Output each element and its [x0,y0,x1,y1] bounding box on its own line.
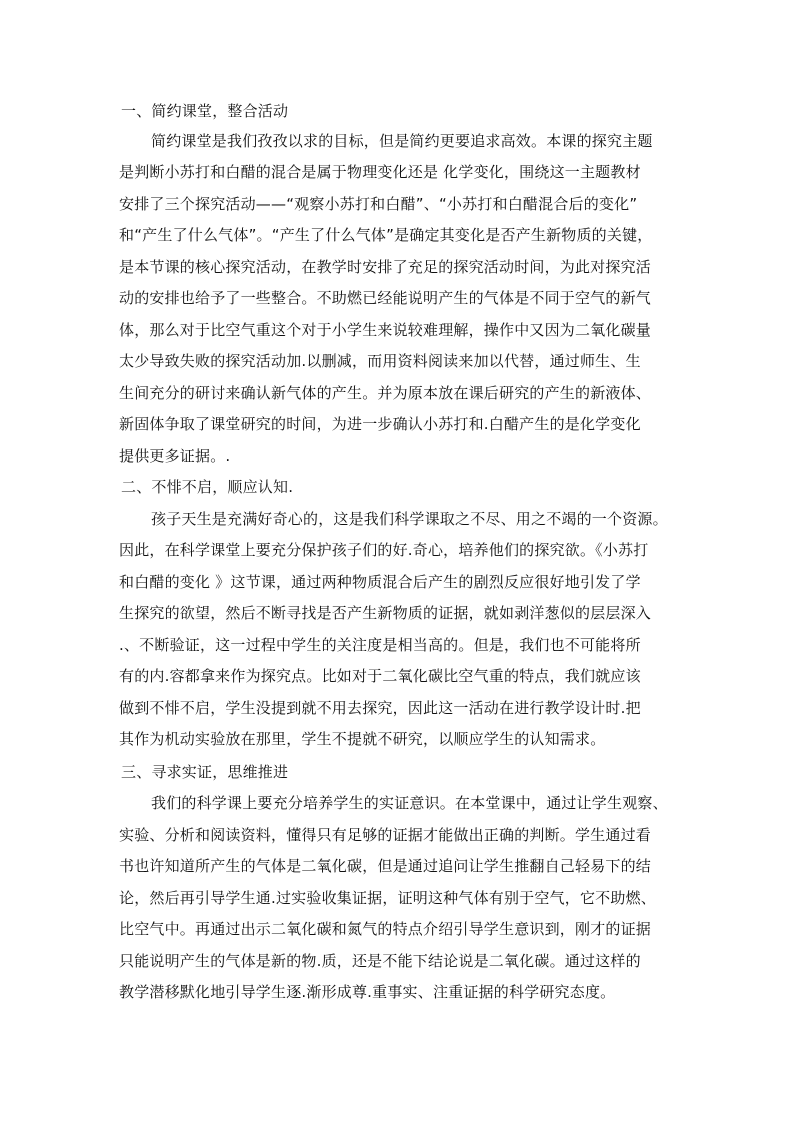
paragraph-line: 实验、分析和阅读资料，懂得只有足够的证据才能做出正确的判断。学生通过看 [119,826,652,844]
paragraph-line: 比空气中。再通过出示二氧化碳和氮气的特点介绍引导学生意识到，刚才的证据 [119,920,652,938]
section-3-heading: 三、寻求实证，思维推进 [121,763,289,781]
paragraph-line: 因此，在科学课堂上要充分保护孩子们的好.奇心，培养他们的探究欲。《小苏打 [119,541,649,559]
paragraph-line: 孩子天生是充满好奇心的，这是我们科学课取之不尽、用之不竭的一个资源。 [151,510,668,528]
paragraph-line: 和白醋的变化 》这节课，通过两种物质混合后产生的剧烈反应很好地引发了学 [119,573,641,591]
section-2-heading: 二、不悱不启，顺应认知. [121,478,294,496]
paragraph-line: 只能说明产生的气体是新的物.质，还是不能下结论说是二氧化碳。通过这样的 [119,952,641,970]
paragraph-line: 书也许知道所产生的气体是二氧化碳，但是通过追问让学生推翻自己轻易下的结 [119,857,652,875]
section-1-heading: 一、简约课堂，整合活动 [121,102,289,120]
paragraph-line: .、不断验证，这一过程中学生的关注度是相当高的。但是，我们也不可能将所 [119,636,641,654]
paragraph-line: 有的内.容都拿来作为探究点。比如对于二氧化碳比空气重的特点，我们就应该 [119,667,641,685]
paragraph-line: 提供更多证据。. [119,447,231,465]
paragraph-line: 安排了三个探究活动——“观察小苏打和白醋”、“小苏打和白醋混合后的变化” [119,195,638,213]
paragraph-line: 是判断小苏打和白醋的混合是属于物理变化还是 化学变化，围绕这一主题教材 [119,163,641,181]
paragraph-line: 生间充分的研讨来确认新气体的产生。并为原本放在课后研究的产生的新液体、 [119,384,652,402]
paragraph-line: 教学潜移默化地引导学生逐.渐形成尊.重事实、注重证据的科学研究态度。 [119,983,616,1001]
paragraph-line: 太少导致失败的探究活动加.以删减，而用资料阅读来加以代替，通过师生、生 [119,352,641,370]
paragraph-line: 动的安排也给予了一些整合。不助燃已经能说明产生的气体是不同于空气的新气 [119,289,652,307]
paragraph-line: 论，然后再引导学生通.过实验收集证据，证明这种气体有别于空气，它不助燃、 [119,889,656,907]
paragraph-line: 其作为机动实验放在那里，学生不提就不研究，以顺应学生的认知需求。 [119,730,606,748]
paragraph-line: 做到不悱不启，学生没提到就不用去探究，因此这一活动在进行教学设计时.把 [119,699,641,717]
paragraph-line: 新固体争取了课堂研究的时间，为进一步确认小苏打和.白醋产生的是化学变化 [119,415,641,433]
paragraph-line: 体，那么对于比空气重这个对于小学生来说较难理解，操作中又因为二氧化碳量 [119,321,652,339]
paragraph-line: 生探究的欲望，然后不断寻找是否产生新物质的证据，就如剥洋葱似的层层深入 [119,604,652,622]
paragraph-line: 我们的科学课上要充分培养学生的实证意识。在本堂课中，通过让学生观察、 [151,794,668,812]
paragraph-line: 简约课堂是我们孜孜以求的目标，但是简约更要追求高效。本课的探究主题 [151,132,653,150]
paragraph-line: 和“产生了什么气体”。“产生了什么气体”是确定其变化是否产生新物质的关键， [119,226,653,244]
paragraph-line: 是本节课的核心探究活动，在教学时安排了充足的探究活动时间，为此对探究活 [119,258,652,276]
